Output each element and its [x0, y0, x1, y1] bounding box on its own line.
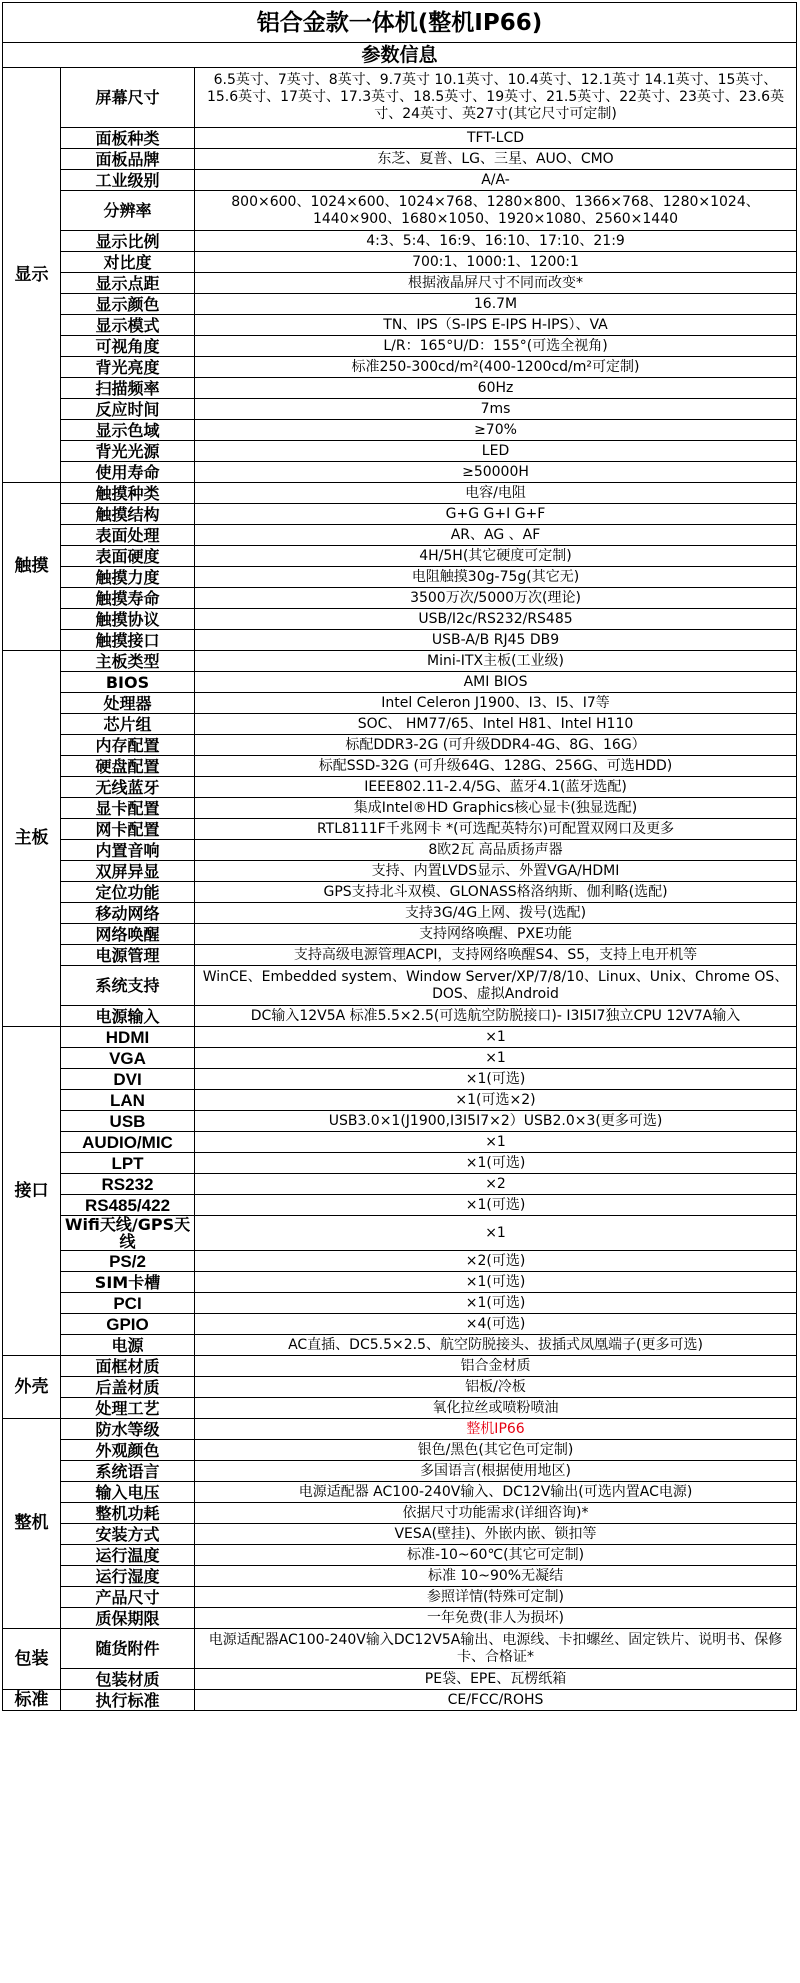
spec-value: DC输入12V5A 标准5.5×2.5(可选航空防脱接口)- I3I5I7独立CPU 12V7A输入	[195, 1006, 797, 1027]
spec-row	[3, 336, 797, 357]
spec-row	[3, 1006, 797, 1027]
spec-table-body	[3, 3, 797, 1711]
spec-row	[3, 1566, 797, 1587]
spec-key: DVI	[61, 1069, 195, 1090]
spec-value: AC直插、DC5.5×2.5、航空防脱接头、拔插式凤凰端子(更多可选)	[195, 1335, 797, 1356]
spec-row	[3, 1314, 797, 1335]
spec-value: RTL8111F千兆网卡 *(可选配英特尔)可配置双网口及更多	[195, 819, 797, 840]
spec-row	[3, 231, 797, 252]
subtitle-row	[3, 43, 797, 68]
spec-key: LAN	[61, 1090, 195, 1111]
spec-key: 面板品牌	[61, 149, 195, 170]
spec-row	[3, 546, 797, 567]
spec-key: AUDIO/MIC	[61, 1132, 195, 1153]
spec-value: TFT-LCD	[195, 128, 797, 149]
spec-value: Mini-ITX主板(工业级)	[195, 651, 797, 672]
spec-key: 可视角度	[61, 336, 195, 357]
spec-key: 包装材质	[61, 1669, 195, 1690]
spec-row	[3, 1377, 797, 1398]
spec-value: 多国语言(根据使用地区)	[195, 1461, 797, 1482]
spec-value: ×1	[195, 1048, 797, 1069]
page-title: 铝合金款一体机(整机IP66)	[3, 3, 797, 43]
spec-key: 芯片组	[61, 714, 195, 735]
spec-row	[3, 252, 797, 273]
spec-key: 防水等级	[61, 1419, 195, 1440]
spec-row	[3, 735, 797, 756]
spec-key: BIOS	[61, 672, 195, 693]
spec-row	[3, 420, 797, 441]
spec-row	[3, 1524, 797, 1545]
spec-row	[3, 462, 797, 483]
spec-row	[3, 588, 797, 609]
spec-row	[3, 1608, 797, 1629]
spec-row	[3, 1398, 797, 1419]
spec-value: 标配DDR3-2G (可升级DDR4-4G、8G、16G）	[195, 735, 797, 756]
spec-row	[3, 1461, 797, 1482]
spec-value: Intel Celeron J1900、I3、I5、I7等	[195, 693, 797, 714]
spec-key: PCI	[61, 1293, 195, 1314]
spec-value: ×4(可选)	[195, 1314, 797, 1335]
spec-row	[3, 924, 797, 945]
spec-key: USB	[61, 1111, 195, 1132]
spec-row	[3, 504, 797, 525]
spec-key: LPT	[61, 1153, 195, 1174]
spec-row	[3, 315, 797, 336]
spec-value: 6.5英寸、7英寸、8英寸、9.7英寸 10.1英寸、10.4英寸、12.1英寸 14.1英寸、15英寸、15.6英寸、17英寸、17.3英寸、18.5英寸、19英寸、21.5英寸、22英寸、23英寸、23.6英寸、24英寸、英27寸(其它尺寸可定制)	[195, 68, 797, 128]
spec-row	[3, 149, 797, 170]
spec-key: 电源输入	[61, 1006, 195, 1027]
category-label: 主板	[3, 651, 61, 1027]
spec-value: ≥50000H	[195, 462, 797, 483]
spec-key: 触摸结构	[61, 504, 195, 525]
spec-key: 触摸寿命	[61, 588, 195, 609]
spec-key: 内置音响	[61, 840, 195, 861]
spec-value: 电阻触摸30g-75g(其它无)	[195, 567, 797, 588]
spec-value: 集成Intel®HD Graphics核心显卡(独显选配)	[195, 798, 797, 819]
spec-row	[3, 273, 797, 294]
spec-row	[3, 1419, 797, 1440]
spec-value: ×1(可选)	[195, 1293, 797, 1314]
spec-key: 背光光源	[61, 441, 195, 462]
spec-row	[3, 567, 797, 588]
spec-value: 根据液晶屏尺寸不同而改变*	[195, 273, 797, 294]
spec-key: 背光亮度	[61, 357, 195, 378]
spec-value: G+G G+I G+F	[195, 504, 797, 525]
spec-key: 质保期限	[61, 1608, 195, 1629]
spec-row	[3, 1482, 797, 1503]
spec-key: 安装方式	[61, 1524, 195, 1545]
spec-row	[3, 1195, 797, 1216]
spec-key: RS232	[61, 1174, 195, 1195]
spec-key: 主板类型	[61, 651, 195, 672]
spec-row	[3, 861, 797, 882]
spec-row	[3, 1587, 797, 1608]
spec-value: ×1	[195, 1216, 797, 1251]
spec-key: 显示色域	[61, 420, 195, 441]
category-label: 包装	[3, 1629, 61, 1690]
spec-value: SOC、 HM77/65、Intel H81、Intel H110	[195, 714, 797, 735]
spec-row	[3, 1111, 797, 1132]
spec-row	[3, 1503, 797, 1524]
spec-row	[3, 945, 797, 966]
spec-row	[3, 882, 797, 903]
spec-key: 处理器	[61, 693, 195, 714]
spec-key: 电源	[61, 1335, 195, 1356]
spec-value: USB/I2c/RS232/RS485	[195, 609, 797, 630]
spec-value: TN、IPS（S-IPS E-IPS H-IPS）、VA	[195, 315, 797, 336]
spec-key: 双屏异显	[61, 861, 195, 882]
spec-key: 显示点距	[61, 273, 195, 294]
spec-row	[3, 840, 797, 861]
spec-row	[3, 1356, 797, 1377]
spec-value: 800×600、1024×600、1024×768、1280×800、1366×768、1280×1024、1440×900、1680×1050、1920×1080、2560×1440	[195, 191, 797, 231]
spec-key: 表面硬度	[61, 546, 195, 567]
spec-value: ×1(可选)	[195, 1069, 797, 1090]
spec-value: 电源适配器AC100-240V输入DC12V5A输出、电源线、卡扣螺丝、固定铁片、说明书、保修卡、合格证*	[195, 1629, 797, 1669]
spec-value: 支持、内置LVDS显示、外置VGA/HDMI	[195, 861, 797, 882]
spec-row	[3, 798, 797, 819]
spec-value: CE/FCC/ROHS	[195, 1690, 797, 1711]
category-label: 外壳	[3, 1356, 61, 1419]
spec-key: 执行标准	[61, 1690, 195, 1711]
spec-row	[3, 128, 797, 149]
spec-row	[3, 819, 797, 840]
spec-row	[3, 714, 797, 735]
spec-row	[3, 1669, 797, 1690]
spec-row	[3, 1069, 797, 1090]
spec-key: PS/2	[61, 1251, 195, 1272]
spec-key: 运行湿度	[61, 1566, 195, 1587]
category-label: 接口	[3, 1027, 61, 1356]
spec-row	[3, 378, 797, 399]
spec-key: 表面处理	[61, 525, 195, 546]
spec-value: WinCE、Embedded system、Window Server/XP/7/8/10、Linux、Unix、Chrome OS、DOS、虚拟Android	[195, 966, 797, 1006]
spec-table	[2, 2, 797, 1711]
spec-row	[3, 1216, 797, 1251]
spec-key: 面框材质	[61, 1356, 195, 1377]
spec-row	[3, 191, 797, 231]
category-label: 标准	[3, 1690, 61, 1711]
spec-key: 电源管理	[61, 945, 195, 966]
spec-value: ×2(可选)	[195, 1251, 797, 1272]
spec-key: 触摸协议	[61, 609, 195, 630]
spec-value: USB3.0×1(J1900,I3I5I7×2）USB2.0×3(更多可选)	[195, 1111, 797, 1132]
spec-key: 输入电压	[61, 1482, 195, 1503]
spec-key: 后盖材质	[61, 1377, 195, 1398]
spec-value: 参照详情(特殊可定制)	[195, 1587, 797, 1608]
spec-key: 硬盘配置	[61, 756, 195, 777]
spec-row	[3, 1629, 797, 1669]
spec-value: ×1	[195, 1132, 797, 1153]
spec-value: 7ms	[195, 399, 797, 420]
spec-value: 60Hz	[195, 378, 797, 399]
spec-row	[3, 1153, 797, 1174]
spec-row	[3, 777, 797, 798]
spec-key: 网络唤醒	[61, 924, 195, 945]
spec-value: ≥70%	[195, 420, 797, 441]
category-label: 整机	[3, 1419, 61, 1629]
spec-key: 显示比例	[61, 231, 195, 252]
spec-key: 触摸种类	[61, 483, 195, 504]
spec-key: VGA	[61, 1048, 195, 1069]
spec-value: 铝合金材质	[195, 1356, 797, 1377]
spec-value: USB-A/B RJ45 DB9	[195, 630, 797, 651]
spec-value: ×1(可选)	[195, 1195, 797, 1216]
spec-row	[3, 651, 797, 672]
spec-row	[3, 1690, 797, 1711]
spec-key: 显卡配置	[61, 798, 195, 819]
spec-row	[3, 966, 797, 1006]
spec-key: GPIO	[61, 1314, 195, 1335]
spec-row	[3, 1293, 797, 1314]
spec-value: 整机IP66	[195, 1419, 797, 1440]
spec-value: 支持网络唤醒、PXE功能	[195, 924, 797, 945]
spec-row	[3, 170, 797, 191]
spec-value: ×1(可选×2)	[195, 1090, 797, 1111]
spec-key: 对比度	[61, 252, 195, 273]
spec-value: 3500万次/5000万次(理论)	[195, 588, 797, 609]
spec-row	[3, 630, 797, 651]
spec-value: GPS支持北斗双模、GLONASS格洛纳斯、伽利略(选配)	[195, 882, 797, 903]
spec-row	[3, 672, 797, 693]
spec-key: 系统支持	[61, 966, 195, 1006]
spec-row	[3, 1335, 797, 1356]
spec-row	[3, 1440, 797, 1461]
spec-key: 反应时间	[61, 399, 195, 420]
spec-key: RS485/422	[61, 1195, 195, 1216]
spec-value: VESA(壁挂)、外嵌内嵌、锁扣等	[195, 1524, 797, 1545]
category-label: 显示	[3, 68, 61, 483]
spec-value: PE袋、EPE、瓦楞纸箱	[195, 1669, 797, 1690]
spec-row	[3, 1132, 797, 1153]
spec-value: ×1	[195, 1027, 797, 1048]
spec-key: 扫描频率	[61, 378, 195, 399]
spec-key: 内存配置	[61, 735, 195, 756]
spec-value: 标配SSD-32G (可升级64G、128G、256G、可选HDD)	[195, 756, 797, 777]
spec-key: 面板种类	[61, 128, 195, 149]
spec-row	[3, 1272, 797, 1293]
spec-value: A/A-	[195, 170, 797, 191]
spec-key: 定位功能	[61, 882, 195, 903]
spec-key: 处理工艺	[61, 1398, 195, 1419]
spec-key: 触摸接口	[61, 630, 195, 651]
spec-row	[3, 357, 797, 378]
spec-value: AMI BIOS	[195, 672, 797, 693]
spec-value: 4H/5H(其它硬度可定制)	[195, 546, 797, 567]
spec-value: IEEE802.11-2.4/5G、蓝牙4.1(蓝牙选配)	[195, 777, 797, 798]
spec-value: 电源适配器 AC100-240V输入、DC12V输出(可选内置AC电源)	[195, 1482, 797, 1503]
spec-row	[3, 693, 797, 714]
spec-value: LED	[195, 441, 797, 462]
spec-row	[3, 525, 797, 546]
spec-key: Wifi天线/GPS天线	[61, 1216, 195, 1251]
spec-value: ×2	[195, 1174, 797, 1195]
spec-value: 银色/黑色(其它色可定制)	[195, 1440, 797, 1461]
spec-key: 系统语言	[61, 1461, 195, 1482]
spec-row	[3, 756, 797, 777]
spec-row	[3, 1090, 797, 1111]
spec-row	[3, 1545, 797, 1566]
spec-value: 700:1、1000:1、1200:1	[195, 252, 797, 273]
category-label: 触摸	[3, 483, 61, 651]
spec-key: 显示模式	[61, 315, 195, 336]
spec-value: 8欧2瓦 高品质扬声器	[195, 840, 797, 861]
spec-key: 整机功耗	[61, 1503, 195, 1524]
spec-value: 支持3G/4G上网、拨号(选配)	[195, 903, 797, 924]
spec-key: 屏幕尺寸	[61, 68, 195, 128]
spec-key: 外观颜色	[61, 1440, 195, 1461]
spec-value: 依据尺寸功能需求(详细咨询)*	[195, 1503, 797, 1524]
spec-value: 标准-10~60℃(其它可定制)	[195, 1545, 797, 1566]
spec-key: 产品尺寸	[61, 1587, 195, 1608]
spec-row	[3, 399, 797, 420]
spec-value: 氧化拉丝或喷粉喷油	[195, 1398, 797, 1419]
spec-row	[3, 68, 797, 128]
spec-row	[3, 1027, 797, 1048]
title-row	[3, 3, 797, 43]
spec-key: HDMI	[61, 1027, 195, 1048]
spec-value: 电容/电阻	[195, 483, 797, 504]
spec-row	[3, 1251, 797, 1272]
spec-row	[3, 294, 797, 315]
spec-value: 4:3、5:4、16:9、16:10、17:10、21:9	[195, 231, 797, 252]
spec-value: 标准250-300cd/m²(400-1200cd/m²可定制)	[195, 357, 797, 378]
section-subtitle: 参数信息	[3, 43, 797, 68]
spec-value: 东芝、夏普、LG、三星、AUO、CMO	[195, 149, 797, 170]
spec-key: 无线蓝牙	[61, 777, 195, 798]
spec-value: ×1(可选)	[195, 1153, 797, 1174]
spec-row	[3, 441, 797, 462]
spec-key: 使用寿命	[61, 462, 195, 483]
spec-row	[3, 483, 797, 504]
spec-value: 一年免费(非人为损坏)	[195, 1608, 797, 1629]
spec-row	[3, 609, 797, 630]
spec-row	[3, 1048, 797, 1069]
spec-value: AR、AG 、AF	[195, 525, 797, 546]
spec-key: 分辨率	[61, 191, 195, 231]
spec-key: 运行温度	[61, 1545, 195, 1566]
spec-value: 标准 10~90%无凝结	[195, 1566, 797, 1587]
spec-value: 铝板/冷板	[195, 1377, 797, 1398]
spec-key: SIM卡槽	[61, 1272, 195, 1293]
spec-value: 16.7M	[195, 294, 797, 315]
spec-row	[3, 903, 797, 924]
spec-value: 支持高级电源管理ACPI，支持网络唤醒S4、S5，支持上电开机等	[195, 945, 797, 966]
spec-value: ×1(可选)	[195, 1272, 797, 1293]
spec-key: 随货附件	[61, 1629, 195, 1669]
spec-key: 工业级别	[61, 170, 195, 191]
spec-value: L/R：165°U/D：155°(可选全视角)	[195, 336, 797, 357]
spec-key: 移动网络	[61, 903, 195, 924]
spec-key: 网卡配置	[61, 819, 195, 840]
spec-row	[3, 1174, 797, 1195]
spec-key: 触摸力度	[61, 567, 195, 588]
spec-key: 显示颜色	[61, 294, 195, 315]
